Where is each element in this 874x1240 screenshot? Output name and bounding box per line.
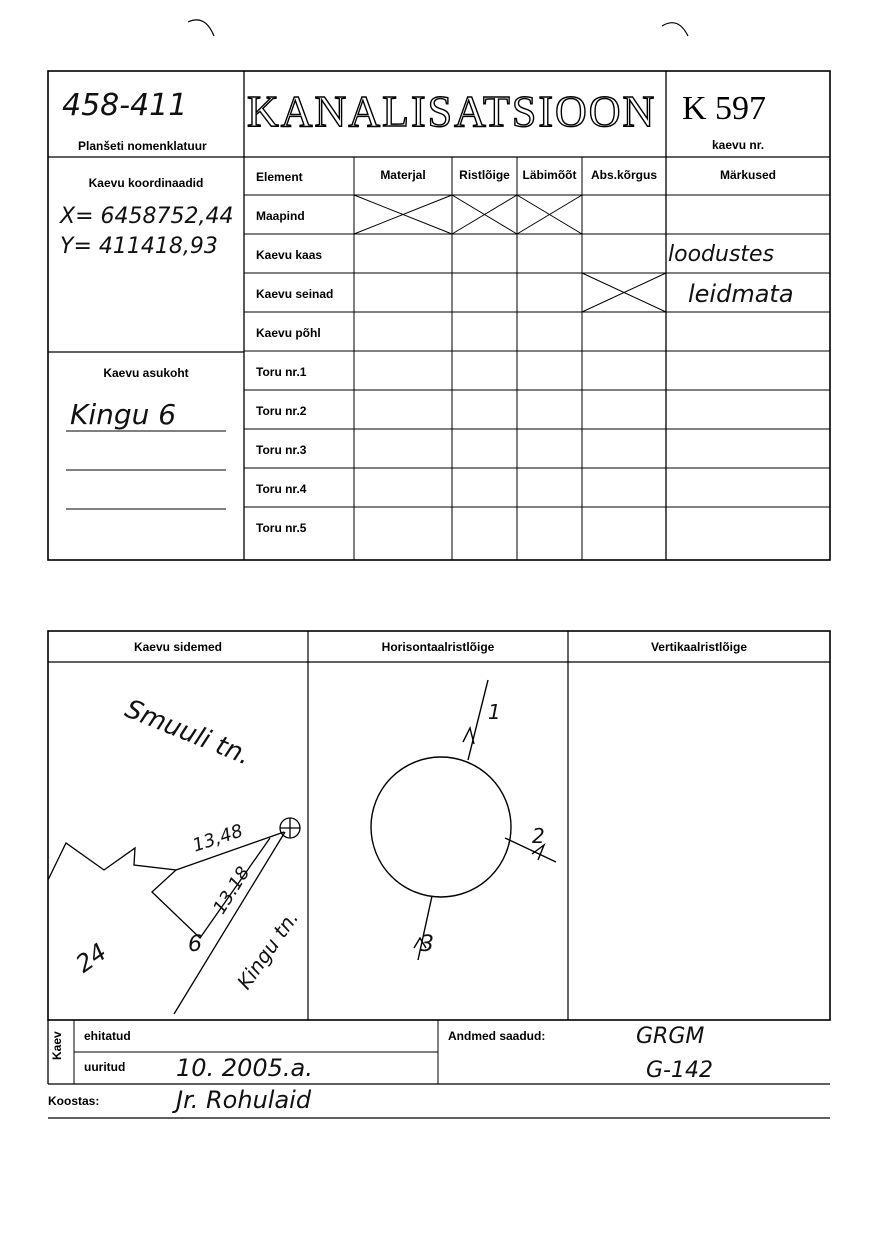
section-ties: Kaevu sidemed — [133, 640, 223, 654]
kaev-label: Kaev — [50, 1031, 64, 1060]
sheet-nomenclature-label: Planšeti nomenklatuur — [78, 139, 207, 153]
col-material: Materjal — [380, 168, 426, 182]
house-number-24: 24 — [70, 937, 112, 979]
col-element: Element — [256, 170, 303, 184]
well-number: K 597 — [682, 90, 767, 127]
col-remarks: Märkused — [719, 168, 777, 182]
well-number-label: kaevu nr. — [712, 138, 765, 152]
col-cross-section: Ristlõige — [459, 168, 510, 182]
row-pipe-4: Toru nr.4 — [256, 482, 307, 496]
house-number-6: 6 — [188, 932, 202, 957]
document-title: KANALISATSIOON — [247, 87, 657, 136]
location-label: Kaevu asukoht — [103, 366, 189, 380]
remark-walls: leidmata — [688, 280, 794, 308]
source-value-1: GRGM — [636, 1024, 705, 1049]
surveyed-value: 10. 2005.a. — [176, 1054, 313, 1082]
source-label: Andmed saadud: — [448, 1029, 546, 1043]
section-horizontal: Horisontaalristlõige — [381, 640, 495, 654]
row-pipe-5: Toru nr.5 — [256, 521, 307, 535]
coordinates-label: Kaevu koordinaadid — [88, 176, 204, 190]
location-value: Kingu 6 — [70, 398, 177, 431]
distance-2: 13.18 — [209, 863, 255, 918]
col-diameter: Läbimõõt — [522, 168, 577, 182]
source-value-2: G-142 — [646, 1058, 713, 1083]
section-vertical: Vertikaalristlõige — [650, 640, 748, 654]
row-bottom: Kaevu põhl — [256, 326, 321, 340]
author-value: Jr. Rohulaid — [176, 1086, 312, 1114]
surveyed-label: uuritud — [84, 1060, 126, 1074]
distance-1: 13,48 — [190, 820, 246, 857]
row-walls: Kaevu seinad — [256, 287, 334, 301]
row-pipe-2: Toru nr.2 — [256, 404, 307, 418]
pipe-label-1: 1 — [488, 700, 501, 724]
pipe-label-2: 2 — [532, 824, 545, 848]
row-pipe-3: Toru nr.3 — [256, 443, 307, 457]
coordinate-y: Y= 411418,93 — [60, 234, 218, 259]
col-abs-height: Abs.kõrgus — [590, 168, 657, 182]
built-label: ehitatud — [84, 1029, 131, 1043]
remark-lid: loodustes — [668, 242, 775, 267]
coordinate-x: X= 6458752,44 — [60, 204, 234, 229]
street-label-bottom: Kingu tn. — [232, 906, 304, 994]
row-ground: Maapind — [256, 209, 305, 223]
row-lid: Kaevu kaas — [256, 248, 323, 262]
street-label-top: Smuuli tn. — [120, 694, 255, 772]
sheet-number: 458-411 — [62, 88, 188, 123]
row-pipe-1: Toru nr.1 — [256, 365, 307, 379]
author-label: Koostas: — [48, 1094, 100, 1108]
pipe-label-3: 3 — [420, 932, 434, 957]
